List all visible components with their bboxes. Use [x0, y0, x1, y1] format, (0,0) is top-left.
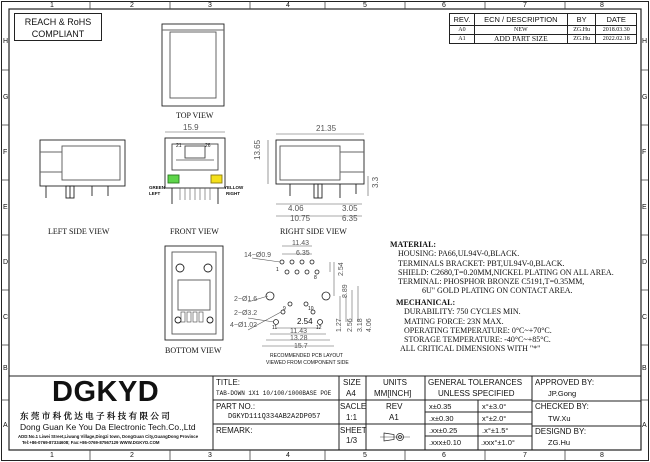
dim-pcb-c: 2.54 [338, 262, 345, 276]
pin-label: 1 [276, 267, 279, 273]
left-side-view-drawing [40, 140, 125, 198]
tolerance-angular: .x°±1.5° [482, 426, 509, 435]
grid-col: 6 [442, 452, 446, 459]
dim-pcb-m: 2.56 [347, 318, 354, 332]
grid-row: A [3, 422, 8, 429]
rev-value: A1 [389, 413, 399, 422]
company-logo: DGKYD [52, 376, 160, 408]
mechanical-line: OPERATING TEMPERATURE: 0°C~+70°C. [404, 325, 552, 335]
pin-label: 21 [176, 143, 182, 149]
grid-row: F [3, 149, 8, 156]
grid-row: E [3, 204, 8, 211]
led-green-label: GREEN [149, 185, 166, 190]
tolerance-angular: x°±2.0° [482, 414, 507, 423]
table-row [450, 35, 637, 44]
size-label: SIZE [343, 378, 361, 387]
tolerance-linear: .xx±0.25 [429, 426, 458, 435]
grid-col: 4 [286, 452, 290, 459]
tolerance-linear: .x±0.30 [429, 414, 454, 423]
scale-label: SACLE [340, 402, 367, 411]
revision-header-row [450, 14, 637, 26]
grid-col: 5 [363, 452, 367, 459]
units-value: MM[INCH] [374, 389, 412, 398]
by-cell: ZG.Hu [567, 35, 596, 44]
dim-side-d3: 10.75 [290, 214, 311, 223]
material-line: HOUSING: PA66,UL94V-0,BLACK. [398, 249, 520, 259]
dim-pcb-g: 4−Ø1.02 [230, 322, 258, 329]
dim-side-d2: 3.05 [342, 204, 358, 213]
dim-side-width: 21.35 [316, 124, 337, 133]
grid-col: 1 [50, 2, 54, 9]
dim-side-d4: 6.35 [342, 214, 358, 223]
material-line: SHIELD: C2680,T=0.20MM,NICKEL PLATING ON ALL AREA. [398, 267, 614, 277]
bottom-view-drawing [165, 246, 223, 340]
date-cell: 2022.02.18 [596, 35, 637, 44]
rev-cell: A0 [450, 26, 475, 35]
grid-row: D [3, 259, 9, 266]
grid-row: E [642, 204, 647, 211]
checked-label: CHECKED BY: [535, 402, 589, 411]
dim-pcb-h: 2.54 [297, 317, 313, 326]
grid-col: 3 [208, 452, 212, 459]
led-yellow-label: YELLOW [224, 185, 244, 190]
compliance-box [14, 13, 102, 41]
grid-row: F [642, 149, 647, 156]
grid-row: B [642, 365, 647, 372]
pcb-layout-label: RECOMMENDED PCB LAYOUT [270, 353, 343, 359]
pcb-layout-sublabel: VIEWED FROM COMPONENT SIDE [266, 360, 349, 366]
desc-cell: ADD PART SIZE [474, 35, 567, 44]
tolerance-subtitle: UNLESS SPECIFIED [438, 389, 515, 398]
remark-label: REMARK: [216, 426, 253, 435]
grid-row: D [642, 259, 648, 266]
pin-label: 11 [272, 325, 278, 331]
dim-pcb-hole: 14−Ø0.9 [244, 252, 272, 259]
led-left-label: LEFT [149, 191, 161, 196]
by-cell: ZG.Hu [567, 26, 596, 35]
dim-pcb-d: 8.89 [342, 284, 349, 298]
left-side-view-label: LEFT SIDE VIEW [48, 227, 110, 236]
tolerance-angular: x°±3.0° [482, 402, 507, 411]
material-line: 6U" GOLD PLATING ON CONTACT AREA. [422, 286, 573, 296]
dim-side-height: 13.65 [253, 139, 262, 160]
dim-pcb-b: 6.35 [296, 250, 310, 257]
rev-cell: A1 [450, 35, 475, 44]
grid-col: 8 [600, 452, 604, 459]
compliance-line1: REACH & RoHS [24, 17, 92, 27]
front-view-drawing [165, 132, 225, 204]
projection-symbol [380, 433, 410, 441]
mechanical-line: STORAGE TEMPERATURE: -40°C~+85°C. [404, 335, 551, 345]
sheet-label: SHEET [340, 426, 367, 435]
scale-value: 1:1 [346, 413, 358, 422]
bottom-view-label: BOTTOM VIEW [165, 346, 222, 355]
pin-label: 12 [316, 325, 322, 331]
by-col-header: BY [567, 14, 596, 26]
mechanical-line: MATING FORCE: 23N MAX. [404, 316, 504, 326]
front-view-label: FRONT VIEW [170, 227, 219, 236]
dim-pcb-e: 2−Ø1.6 [234, 296, 258, 303]
part-no-label: PART NO.: [216, 402, 256, 411]
grid-row: H [3, 38, 9, 45]
material-title: MATERIAL: [390, 240, 437, 249]
title-label: TITLE: [216, 378, 241, 387]
desc-col-header: ECN / DESCRIPTION [474, 14, 567, 26]
grid-row: C [642, 314, 648, 321]
material-line: TERMINALS BRACKET: PBT,UL94V-0,BLACK. [398, 258, 565, 268]
dim-side-pin: 3.3 [371, 176, 380, 188]
dim-pcb-o: 4.06 [366, 318, 373, 332]
grid-col: 4 [286, 2, 290, 9]
mechanical-title: MECHANICAL: [396, 298, 456, 307]
pin-label: 10 [308, 306, 314, 312]
approved-label: APPROVED BY: [535, 378, 595, 387]
top-view-drawing [162, 24, 224, 106]
grid-row: A [642, 422, 647, 429]
company-address: ADD:No.1 Liwei Street,Liwang Village,Dingzi town, DongGuan City,GuangDong Province [18, 434, 199, 439]
checked-value: TW.Xu [548, 414, 571, 423]
dim-pcb-j: 13.28 [290, 335, 308, 342]
grid-col: 7 [523, 2, 527, 9]
grid-col: 8 [600, 2, 604, 9]
grid-col: 6 [442, 2, 446, 9]
led-right-label: RIGHT [226, 191, 240, 196]
size-value: A4 [346, 389, 356, 398]
dim-pcb-l: 1.27 [336, 318, 343, 332]
grid-row: B [3, 365, 8, 372]
date-col-header: DATE [596, 14, 637, 26]
top-view-label: TOP VIEW [176, 111, 214, 120]
pin-label: 26 [205, 143, 211, 149]
mechanical-line: ALL CRITICAL DIMENSIONS WITH "*" [400, 344, 541, 354]
company-name-cn: 东 莞 市 科 优 达 电 子 科 技 有 限 公 司 [20, 411, 170, 421]
grid-row: H [642, 38, 648, 45]
dim-pcb-f: 2−Ø3.2 [234, 310, 258, 317]
grid-row: G [642, 94, 648, 101]
designed-label: DESIGND BY: [535, 427, 587, 436]
part-no-value: DGKYD111Q334AB2A2DP057 [228, 413, 321, 421]
rev-col-header: REV. [450, 14, 475, 26]
grid-col: 5 [363, 2, 367, 9]
dim-pcb-k: 15.7 [294, 343, 308, 350]
tolerance-angular: .xxx°±1.0° [481, 438, 515, 447]
tolerance-linear: x±0.35 [429, 402, 452, 411]
designed-value: ZG.Hu [548, 438, 571, 447]
sheet-value: 1/3 [346, 436, 358, 445]
grid-col: 3 [208, 2, 212, 9]
grid-col: 2 [130, 2, 134, 9]
title-value: TAB-DOWN 1X1 10/100/1000BASE POE [216, 390, 332, 397]
material-notes [390, 240, 614, 296]
rev-label: REV [386, 402, 403, 411]
company-name-en: Dong Guan Ke You Da Electronic Tech.Co.,Ltd [20, 422, 196, 432]
date-cell: 2018.03.30 [596, 26, 637, 35]
dim-pcb-i: 11.43 [290, 328, 307, 335]
grid-row: G [3, 94, 9, 101]
approved-value: JP.Gong [548, 389, 577, 398]
pin-label: 9 [283, 306, 286, 312]
units-label: UNITS [383, 378, 407, 387]
dim-pcb-a: 11.43 [292, 240, 309, 247]
right-side-view-label: RIGHT SIDE VIEW [280, 227, 347, 236]
company-contact: Tel:+86-0769-87334608; Fax:+86-0769-87567129 WWW.DGKYD.COM [22, 440, 160, 445]
grid-col: 2 [130, 452, 134, 459]
tolerance-linear: .xxx±0.10 [429, 438, 462, 447]
tolerance-title: GENERAL TOLERANCES [428, 378, 523, 387]
grid-row: C [3, 314, 9, 321]
material-line: TERMINAL: PHOSPHOR BRONZE C5191,T=0.35MM, [398, 277, 585, 287]
grid-col: 1 [50, 452, 54, 459]
desc-cell: NEW [474, 26, 567, 35]
table-row [450, 26, 637, 35]
compliance-line2: COMPLIANT [31, 29, 85, 39]
dim-front-width: 15.9 [183, 123, 199, 132]
mechanical-notes [396, 298, 552, 354]
grid-col: 7 [523, 452, 527, 459]
dim-side-d1: 4.06 [288, 204, 304, 213]
revision-table [449, 13, 637, 44]
dim-pcb-n: 3.18 [357, 318, 364, 332]
pin-label: 8 [314, 275, 317, 281]
mechanical-line: DURABILITY: 750 CYCLES MIN. [404, 307, 521, 317]
